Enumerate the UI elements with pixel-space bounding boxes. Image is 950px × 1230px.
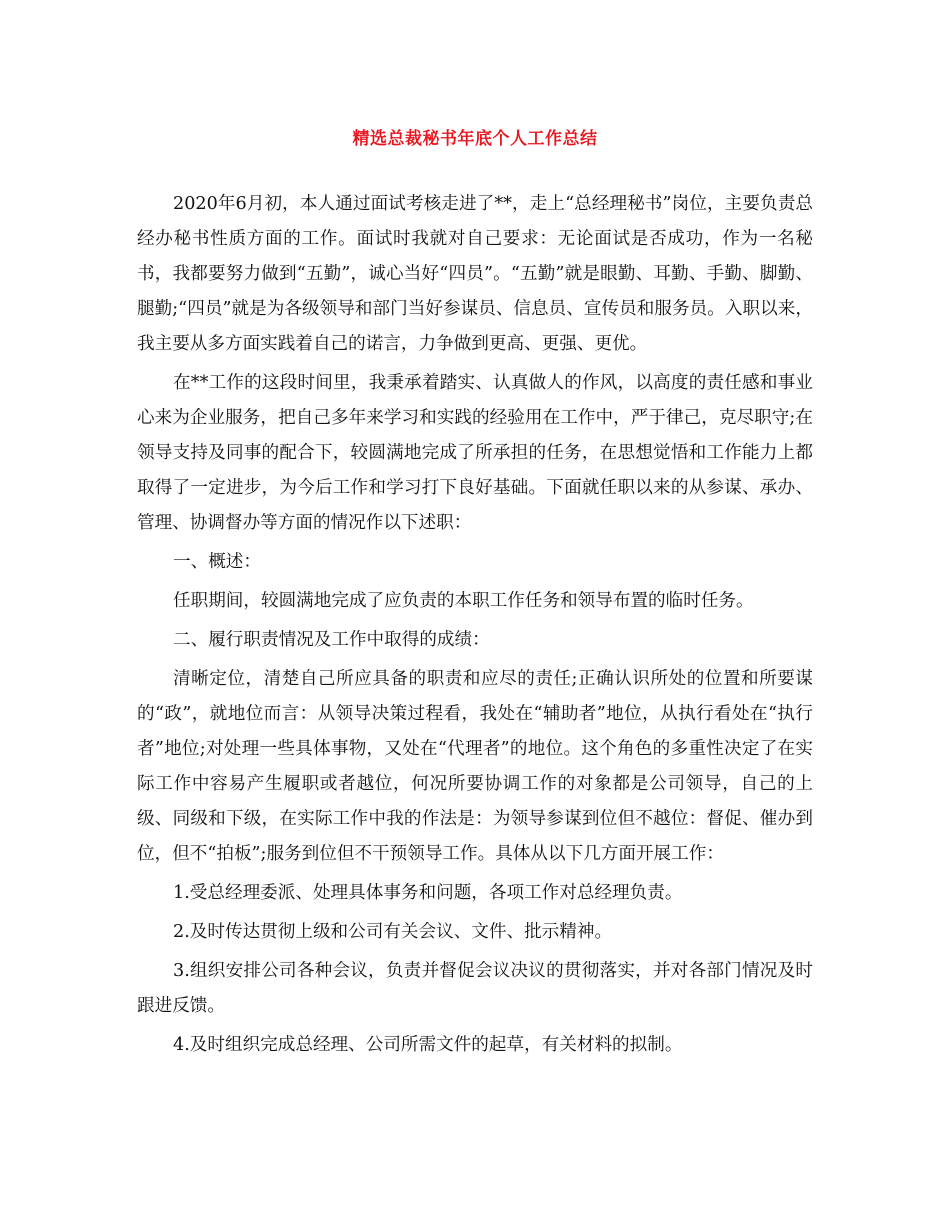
paragraph: 任职期间，较圆满地完成了应负责的本职工作任务和领导布置的临时任务。 xyxy=(173,591,754,611)
list-item: 1.受总经理委派、处理具体事务和问题，各项工作对总经理负责。 xyxy=(173,883,683,903)
list-item: 2.及时传达贯彻上级和公司有关会议、文件、批示精神。 xyxy=(173,922,613,942)
section-heading: 一、概述： xyxy=(173,552,261,572)
paragraph: 2020年6月初，本人通过面试考核走进了**，走上“总经理秘书”岗位，主要负责总经办秘书性质方面的工作。面试时我就对自己要求：无论面试是否成功，作为一名秘书，我都要努力做到“五勤”，诚心当好“四员”。“五勤”就是眼勤、耳勤、手勤、脚勤、腿勤;“四员”就是为各级领导和部门当好参谋员、信息员、宣传员和服务员。入职以来，我主要从多方面实践着自己的诺言，力争做到更高、更强、更优。 xyxy=(137,194,813,354)
list-item: 3.组织安排公司各种会议，负责并督促会议决议的贯彻落实，并对各部门情况及时跟进反馈。 xyxy=(137,961,813,1016)
paragraph: 在**工作的这段时间里，我秉承着踏实、认真做人的作风，以高度的责任感和事业心来为企业服务，把自己多年来学习和实践的经验用在工作中，严于律己，克尽职守;在领导支持及同事的配合下，较圆满地完成了所承担的任务，在思想觉悟和工作能力上都取得了一定进步，为今后工作和学习打下良好基础。下面就任职以来的从参谋、承办、管理、协调督办等方面的情况作以下述职： xyxy=(137,373,813,533)
section-heading: 二、履行职责情况及工作中取得的成绩： xyxy=(173,630,490,650)
document-body xyxy=(137,187,813,1067)
document-title: 精选总裁秘书年底个人工作总结 xyxy=(352,129,598,149)
paragraph: 清晰定位，清楚自己所应具备的职责和应尽的责任;正确认识所处的位置和所要谋的“政”，就地位而言：从领导决策过程看，我处在“辅助者”地位，从执行看处在“执行者”地位;对处理一些具体事物，又处在“代理者”的地位。这个角色的多重性决定了在实际工作中容易产生履职或者越位，何况所要协调工作的对象都是公司领导，自己的上级、同级和下级，在实际工作中我的作法是：为领导参谋到位但不越位：督促、催办到位，但不“拍板”;服务到位但不干预领导工作。具体从以下几方面开展工作： xyxy=(137,669,813,864)
list-item: 4.及时组织完成总经理、公司所需文件的起草，有关材料的拟制。 xyxy=(173,1035,683,1055)
